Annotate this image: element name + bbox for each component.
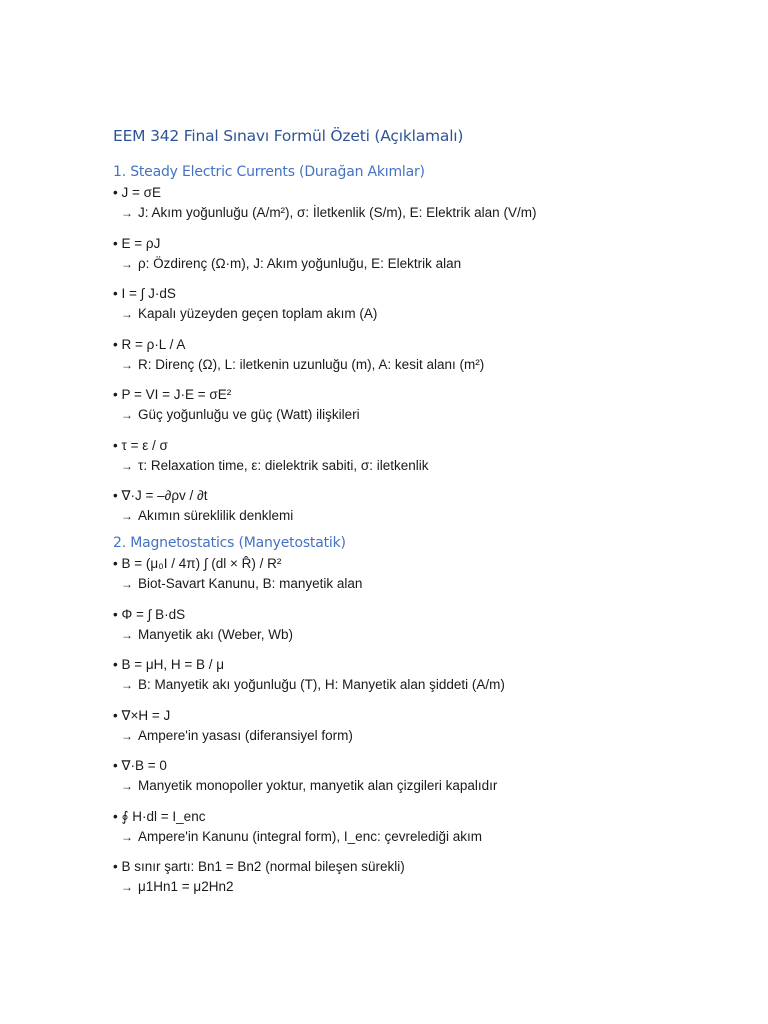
bullet: • [113,185,118,200]
description-text: ρ: Özdirenç (Ω·m), J: Akım yoğunluğu, E: Elektrik alan [138,255,462,271]
formula-text: B = μH, H = B / μ [121,657,225,672]
description-text: Manyetik monopoller yoktur, manyetik alan çizgileri kapalıdır [138,778,498,793]
arrow-icon: → [121,509,133,523]
description-line [113,625,713,645]
formula-item [113,706,713,746]
description-line [113,675,713,695]
formula-text: Φ = ∫ B·dS [121,606,186,622]
bullet: • [113,606,118,622]
formula-text: B = (μ₀I / 4π) ∫ (dl × R̂) / R² [121,556,282,571]
arrow-icon: → [121,307,133,321]
formula-line [113,655,713,675]
bullet: • [113,808,118,824]
bullet: • [113,286,118,301]
formula-line [113,335,713,355]
description-line [113,506,713,526]
formula-item [113,436,713,476]
arrow-icon: → [121,829,133,844]
formula-item [113,655,713,695]
bullet: • [113,437,118,453]
formula-text: ∇·J = –∂ρv / ∂t [121,488,208,503]
formula-item [113,857,713,897]
arrow-icon: → [121,206,133,220]
arrow-icon: → [121,357,133,372]
formula-item [113,807,713,847]
bullet: • [113,657,118,672]
description-line [113,203,713,223]
formula-text: P = VI = J·E = σE² [121,387,232,402]
formula-text: J = σE [121,185,161,200]
arrow-icon: → [121,728,133,743]
section-magnetostatics [113,532,713,897]
description-line [113,405,713,425]
description-line [113,254,713,274]
formula-item [113,335,713,375]
document-title: EEM 342 Final Sınavı Formül Özeti (Açıklamalı) [113,127,464,145]
description-text: Ampere'in yasası (diferansiyel form) [138,727,353,743]
formula-item [113,486,713,526]
formula-line [113,183,713,203]
description-text: B: Manyetik akı yoğunluğu (T), H: Manyetik alan şiddeti (A/m) [138,677,505,692]
description-line [113,304,713,324]
formula-text: R = ρ·L / A [121,336,186,352]
description-line [113,574,713,594]
formula-item [113,605,713,645]
section-heading: 1. Steady Electric Currents (Durağan Akımlar) [113,164,425,180]
formula-text: I = ∫ J·dS [121,286,176,301]
description-line [113,726,713,746]
description-text: Ampere'in Kanunu (integral form), I_enc: çevrelediği akım [138,828,482,844]
description-text: Manyetik akı (Weber, Wb) [138,626,294,642]
formula-text: B sınır şartı: Bn1 = Bn2 (normal bileşen sürekli) [121,859,405,874]
section-heading: 2. Magnetostatics (Manyetostatik) [113,535,346,551]
description-line [113,776,713,796]
arrow-icon: → [121,577,133,591]
formula-line [113,385,713,405]
bullet: • [113,387,118,402]
formula-line [113,436,713,456]
arrow-icon: → [121,779,133,793]
description-text: R: Direnç (Ω), L: iletkenin uzunluğu (m), A: kesit alanı (m²) [138,356,485,372]
description-text: τ: Relaxation time, ε: dielektrik sabiti, σ: iletkenlik [138,457,429,473]
arrow-icon: → [121,408,133,422]
description-text: Akımın süreklilik denklemi [138,508,294,523]
bullet: • [113,707,118,723]
arrow-icon: → [121,458,133,473]
formula-line [113,756,713,776]
description-line [113,827,713,847]
formula-line [113,234,713,254]
bullet: • [113,336,118,352]
formula-text: τ = ε / σ [121,437,168,453]
formula-text: ∮ H·dl = I_enc [121,808,206,824]
description-line [113,877,713,897]
bullet: • [113,556,118,571]
arrow-icon: → [121,880,133,894]
formula-text: ∇×H = J [121,707,171,723]
formula-text: E = ρJ [121,235,161,251]
formula-item [113,554,713,594]
section-steady-currents [113,161,713,526]
bullet: • [113,859,118,874]
bullet: • [113,235,118,251]
formula-item [113,385,713,425]
description-line [113,355,713,375]
description-text: Güç yoğunluğu ve güç (Watt) ilişkileri [138,407,360,422]
document-page [113,124,713,908]
formula-line [113,284,713,304]
description-text: Biot-Savart Kanunu, B: manyetik alan [138,576,363,591]
formula-text: ∇·B = 0 [121,758,167,773]
arrow-icon: → [121,256,133,271]
arrow-icon: → [121,678,133,692]
formula-item [113,284,713,324]
formula-item [113,183,713,223]
bullet: • [113,758,118,773]
formula-item [113,234,713,274]
formula-line [113,605,713,625]
formula-line [113,706,713,726]
formula-line [113,554,713,574]
description-text: μ1Hn1 = μ2Hn2 [138,879,234,894]
description-text: Kapalı yüzeyden geçen toplam akım (A) [138,306,378,321]
formula-line [113,857,713,877]
description-text: J: Akım yoğunluğu (A/m²), σ: İletkenlik (S/m), E: Elektrik alan (V/m) [138,205,537,220]
arrow-icon: → [121,627,133,642]
formula-line [113,807,713,827]
formula-line [113,486,713,506]
bullet: • [113,488,118,503]
description-line [113,456,713,476]
formula-item [113,756,713,796]
